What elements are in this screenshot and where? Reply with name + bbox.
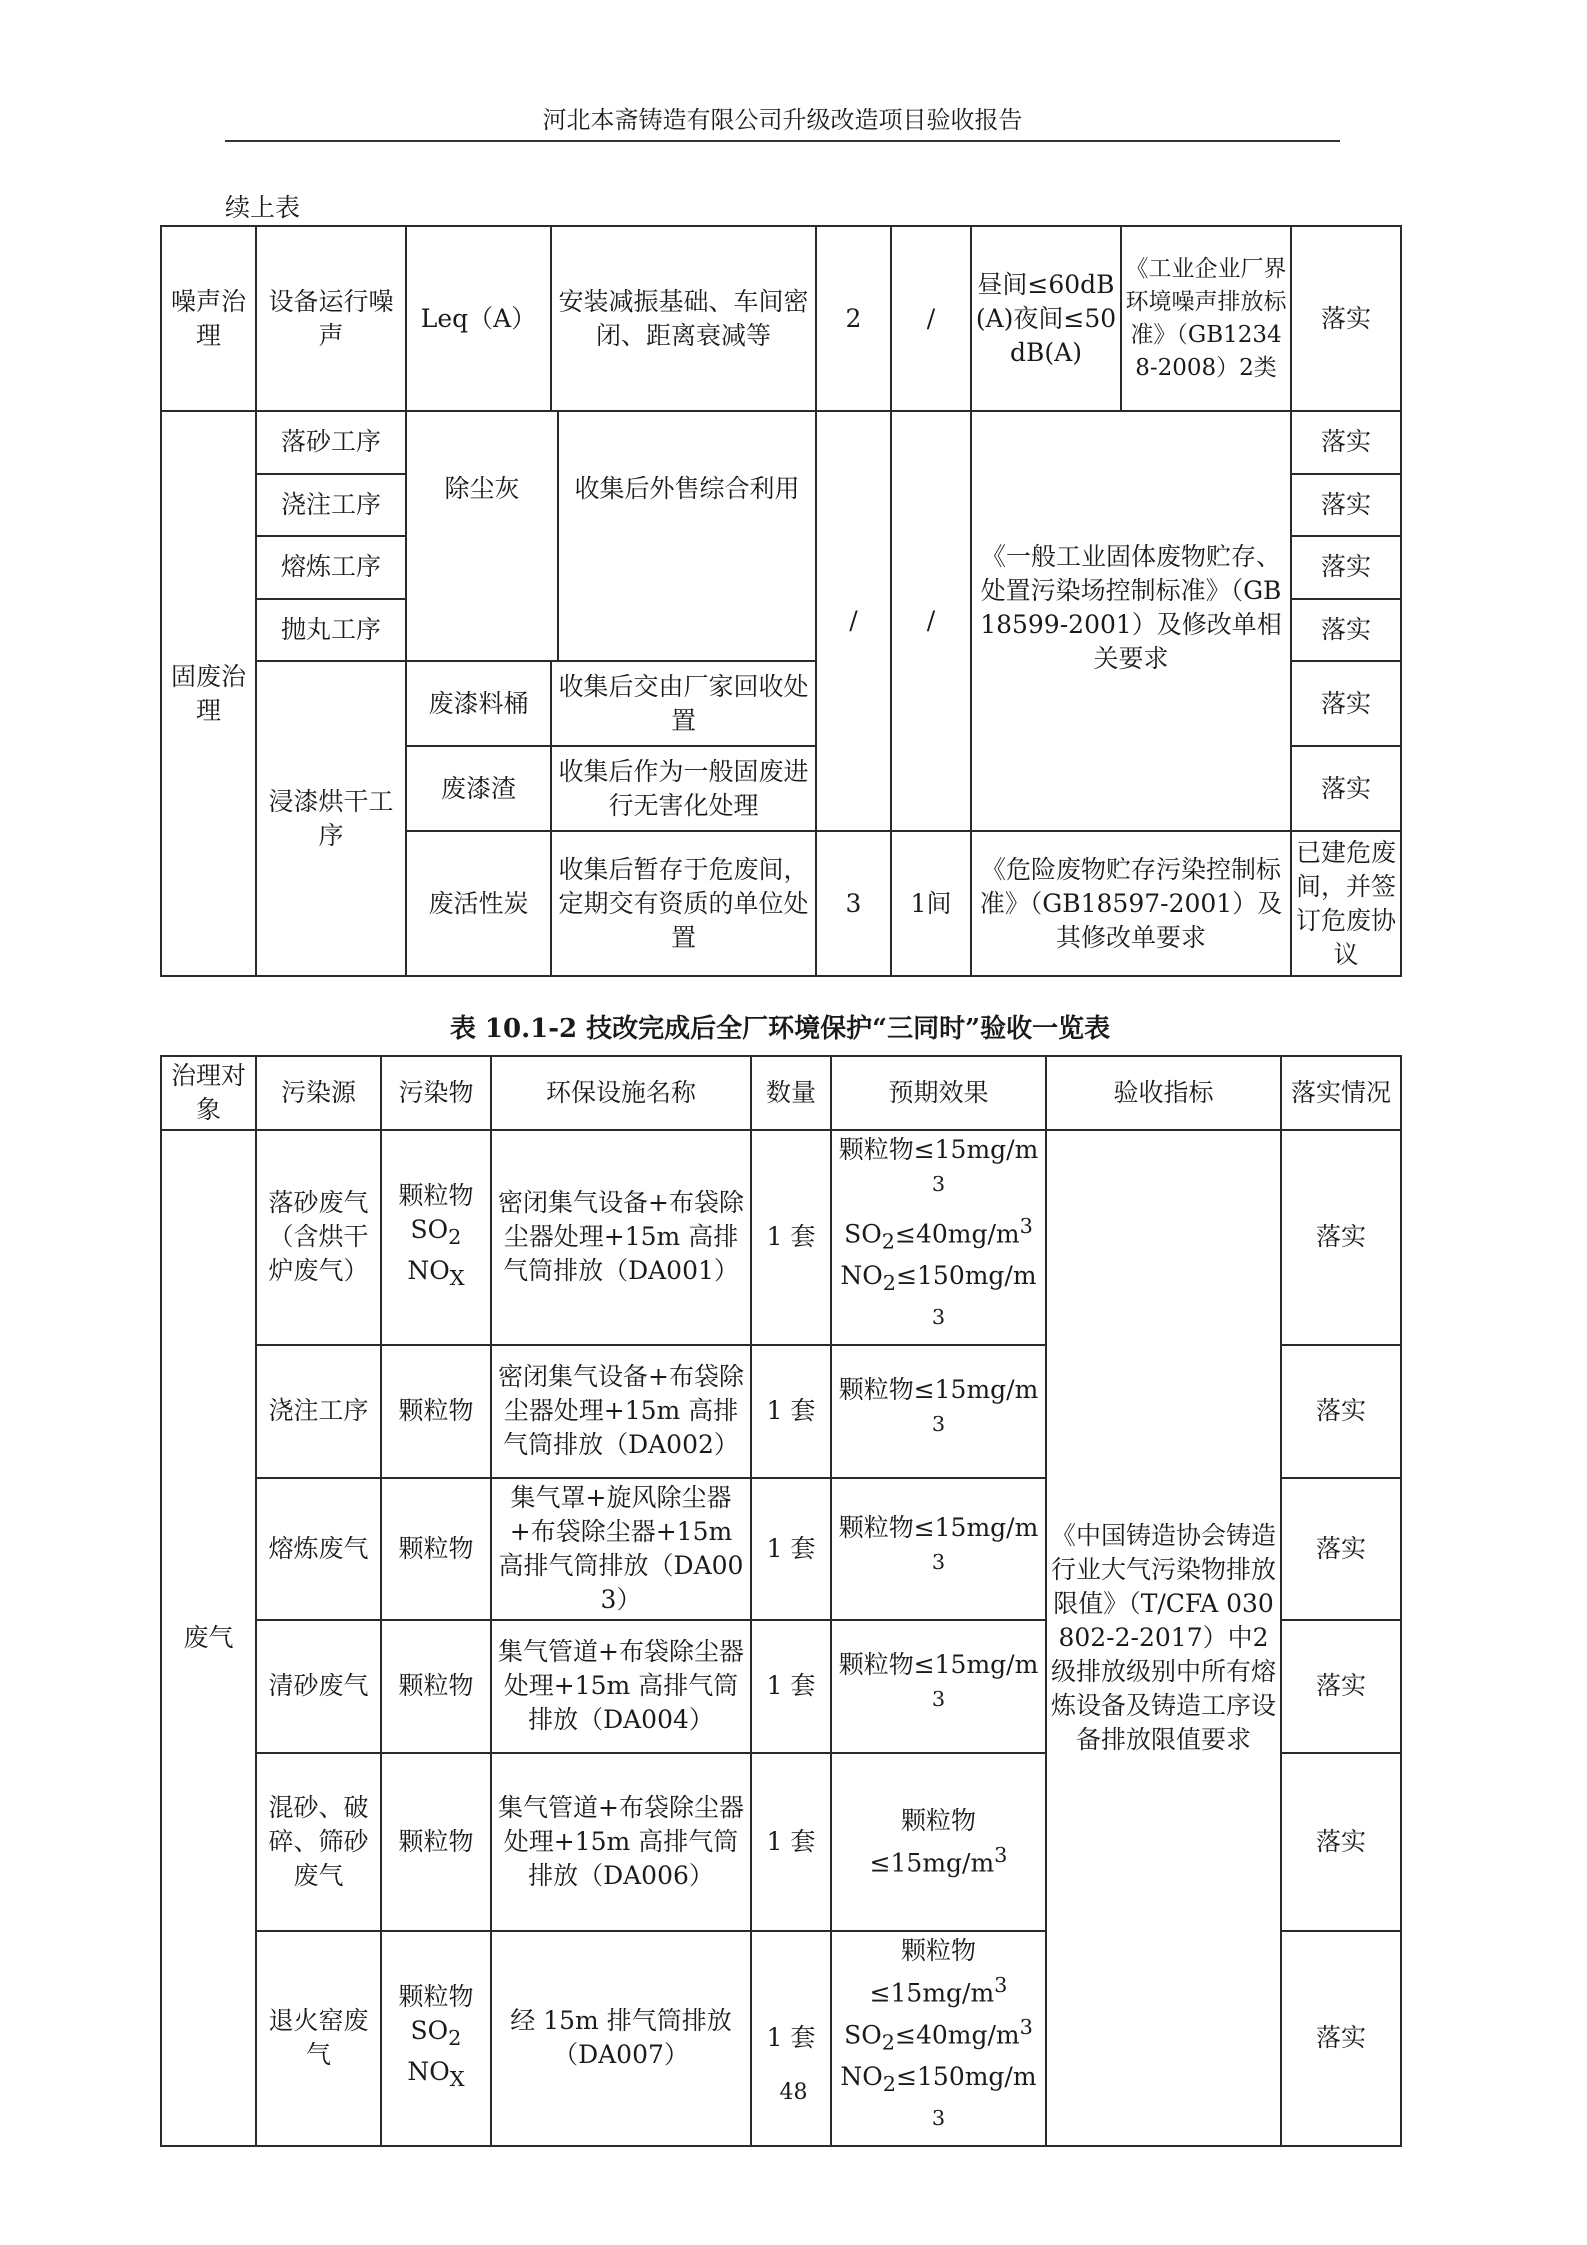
header-object: 治理对象	[161, 1056, 256, 1130]
effect-line	[835, 1838, 1042, 1880]
row-facility: 经 15m 排气筒排放（DA007）	[491, 1931, 751, 2146]
effect-line	[835, 1259, 1042, 1342]
solid-standard-2: 《危险废物贮存污染控制标准》（GB18597-2001）及其修改单要求	[971, 831, 1291, 976]
row-status: 落实	[1281, 1478, 1401, 1620]
continued-table	[160, 225, 1402, 977]
row-status: 落实	[1281, 1345, 1401, 1478]
effect-superscript: 3	[931, 1412, 946, 1437]
noise-row	[161, 226, 1401, 411]
row-object: 废气	[161, 1130, 256, 2146]
solid-effect-4: 1间	[891, 831, 971, 976]
solid-status-6: 落实	[1291, 746, 1401, 831]
noise-effect: 昼间≤60dB(A)夜间≤50dB(A)	[971, 226, 1121, 411]
row-count: 1 套	[751, 1130, 831, 1345]
noise-source: 设备运行噪声	[256, 226, 406, 411]
solid-source-1: 落砂工序	[256, 411, 406, 474]
pollutant-formula: SO	[410, 1215, 449, 1245]
noise-standard: 《工业企业厂界环境噪声排放标准》（GB12348-2008）2类	[1121, 226, 1291, 411]
effect-line	[835, 1209, 1042, 1258]
row-status: 落实	[1281, 1931, 1401, 2146]
pollutant-line: 颗粒物	[398, 1982, 474, 2012]
header-row	[161, 1056, 1401, 1130]
effect-line: 颗粒物	[900, 1935, 976, 1965]
effect-superscript: 3	[931, 2105, 946, 2130]
effect-line: 颗粒物	[900, 1805, 976, 1835]
row-effect	[831, 1478, 1046, 1620]
effect-superscript: 3	[994, 1842, 1008, 1867]
row-count: 1 套	[751, 1345, 831, 1478]
effect-text: SO	[844, 2020, 882, 2050]
noise-facility: 安装减振基础、车间密闭、距离衰减等	[551, 226, 816, 411]
row-facility: 集气罩+旋风除尘器+布袋除尘器+15m 高排气筒排放（DA003）	[491, 1478, 751, 1620]
row-source: 熔炼废气	[256, 1478, 381, 1620]
pollutant-line: 颗粒物	[398, 1181, 474, 1211]
effect-text: NO	[840, 1260, 883, 1290]
row-standard: 《中国铸造协会铸造行业大气污染物排放限值》（T/CFA 030802-2-2017）中2级排放级别中所有熔炼设备及铸造工序设备排放限值要求	[1046, 1130, 1281, 2146]
row-facility: 集气管道+布袋除尘器处理+15m 高排气筒排放（DA006）	[491, 1753, 751, 1931]
noise-status: 落实	[1291, 226, 1401, 411]
pollutant-subscript: 2	[448, 1225, 462, 1250]
solid-pollutant-4: 废活性炭	[406, 831, 551, 976]
row-effect	[831, 1620, 1046, 1753]
effect-subscript: 2	[881, 2030, 895, 2055]
solid-row-1	[161, 411, 1401, 474]
noise-slash: /	[891, 226, 971, 411]
solid-dust-group	[406, 411, 816, 661]
row-pollutant: 颗粒物	[381, 1478, 491, 1620]
header-count: 数量	[751, 1056, 831, 1130]
effect-text: ≤15mg/m	[869, 1978, 995, 2008]
pollutant-subscript: 2	[448, 2026, 462, 2051]
header-status: 落实情况	[1281, 1056, 1401, 1130]
solid-status-1: 落实	[1291, 411, 1401, 474]
solid-source-2: 浇注工序	[256, 474, 406, 537]
continued-label: 续上表	[225, 193, 301, 222]
effect-superscript: 3	[931, 1549, 946, 1574]
table-row	[161, 1130, 1401, 1345]
effect-text: 颗粒物≤15mg/m	[838, 1512, 1039, 1542]
row-effect	[831, 1130, 1046, 1345]
effect-text: ≤15mg/m	[869, 1848, 995, 1878]
effect-superscript: 3	[1019, 2015, 1033, 2040]
solid-facility-1: 收集后外售综合利用	[574, 474, 800, 503]
row-source: 清砂废气	[256, 1620, 381, 1753]
effect-superscript: 3	[1019, 1214, 1033, 1239]
solid-facility-2: 收集后交由厂家回收处置	[551, 661, 816, 746]
pollutant-subscript: X	[449, 1266, 465, 1291]
effect-subscript: 2	[882, 1270, 897, 1295]
solid-facility-4: 收集后暂存于危废间，定期交有资质的单位处置	[551, 831, 816, 976]
noise-object: 噪声治理	[161, 226, 256, 411]
effect-text: NO	[840, 2061, 883, 2091]
row-source: 浇注工序	[256, 1345, 381, 1478]
row-effect	[831, 1753, 1046, 1931]
solid-pollutant-2: 废漆料桶	[406, 661, 551, 746]
effect-text: SO	[844, 1219, 882, 1249]
row-pollutant: 颗粒物	[381, 1753, 491, 1931]
row-count: 1 套	[751, 1478, 831, 1620]
pollutant-line	[385, 2014, 487, 2055]
page-header: 河北本斋铸造有限公司升级改造项目验收报告	[225, 100, 1340, 142]
effect-text: 颗粒物≤15mg/m	[838, 1650, 1039, 1680]
row-source: 混砂、破碎、筛砂废气	[256, 1753, 381, 1931]
pollutant-line	[385, 1254, 487, 1295]
solid-status-5: 落实	[1291, 661, 1401, 746]
effect-text: ≤40mg/m	[895, 1219, 1020, 1249]
row-source: 退火窑废气	[256, 1931, 381, 2146]
row-pollutant	[381, 1130, 491, 1345]
effect-text: 颗粒物≤15mg/m	[838, 1375, 1039, 1405]
effect-superscript: 3	[931, 1687, 946, 1712]
header-effect: 预期效果	[831, 1056, 1046, 1130]
effect-text: ≤150mg/m	[896, 2061, 1037, 2091]
solid-status-2: 落实	[1291, 474, 1401, 537]
solid-standard-1: 《一般工业固体废物贮存、处置污染场控制标准》（GB18599-2001）及修改单相关要求	[971, 411, 1291, 831]
row-status: 落实	[1281, 1130, 1401, 1345]
row-pollutant: 颗粒物	[381, 1345, 491, 1478]
effect-subscript: 2	[882, 2071, 897, 2096]
acceptance-table	[160, 1055, 1402, 2147]
header-standard: 验收指标	[1046, 1056, 1281, 1130]
effect-superscript: 3	[994, 1972, 1008, 1997]
solid-count-4: 3	[816, 831, 891, 976]
solid-status-4: 落实	[1291, 599, 1401, 662]
effect-line	[835, 2010, 1042, 2059]
effect-line	[835, 1968, 1042, 2010]
effect-text: 颗粒物≤15mg/m	[838, 1135, 1039, 1164]
row-pollutant: 颗粒物	[381, 1620, 491, 1753]
row-facility: 密闭集气设备+布袋除尘器处理+15m 高排气筒排放（DA002）	[491, 1345, 751, 1478]
row-source: 落砂废气（含烘干炉废气）	[256, 1130, 381, 1345]
effect-text: ≤40mg/m	[895, 2020, 1020, 2050]
row-effect	[831, 1345, 1046, 1478]
row-facility: 集气管道+布袋除尘器处理+15m 高排气筒排放（DA004）	[491, 1620, 751, 1753]
row-status: 落实	[1281, 1753, 1401, 1931]
solid-object: 固废治理	[161, 411, 256, 976]
row-effect	[831, 1931, 1046, 2146]
effect-superscript: 3	[931, 1172, 946, 1196]
pollutant-line	[385, 1213, 487, 1254]
row-count: 1 套	[751, 1620, 831, 1753]
pollutant-formula: SO	[410, 2016, 449, 2046]
solid-effect-slash: /	[891, 411, 971, 831]
pollutant-subscript: X	[449, 2067, 465, 2092]
row-count: 1 套	[751, 1931, 831, 2146]
row-status: 落实	[1281, 1620, 1401, 1753]
noise-count: 2	[816, 226, 891, 411]
header-facility: 环保设施名称	[491, 1056, 751, 1130]
row-count: 1 套	[751, 1753, 831, 1931]
solid-status-3: 落实	[1291, 536, 1401, 599]
effect-line	[835, 1133, 1042, 1209]
solid-pollutant-3: 废漆渣	[406, 746, 551, 831]
noise-pollutant: Leq（A）	[406, 226, 551, 411]
effect-superscript: 3	[931, 1304, 946, 1329]
effect-subscript: 2	[881, 1229, 895, 1254]
dust-inner	[407, 412, 815, 660]
page-number: 48	[779, 2080, 808, 2105]
row-facility: 密闭集气设备+布袋除尘器处理+15m 高排气筒排放（DA001）	[491, 1130, 751, 1345]
header-pollutant: 污染物	[381, 1056, 491, 1130]
pollutant-formula: NO	[407, 1256, 450, 1286]
table-caption: 表 10.1-2 技改完成后全厂环境保护“三同时”验收一览表	[449, 1014, 1111, 1044]
solid-source-4: 抛丸工序	[256, 599, 406, 662]
solid-source-5: 浸漆烘干工序	[256, 661, 406, 976]
pollutant-formula: NO	[407, 2057, 450, 2087]
solid-status-7: 已建危废间，并签订危废协议	[1291, 831, 1401, 976]
row-pollutant	[381, 1931, 491, 2146]
header-source: 污染源	[256, 1056, 381, 1130]
solid-pollutant-1: 除尘灰	[407, 412, 558, 660]
solid-facility-3: 收集后作为一般固废进行无害化处理	[551, 746, 816, 831]
solid-source-3: 熔炼工序	[256, 536, 406, 599]
effect-text: ≤150mg/m	[896, 1260, 1037, 1290]
solid-count-slash: /	[816, 411, 891, 831]
